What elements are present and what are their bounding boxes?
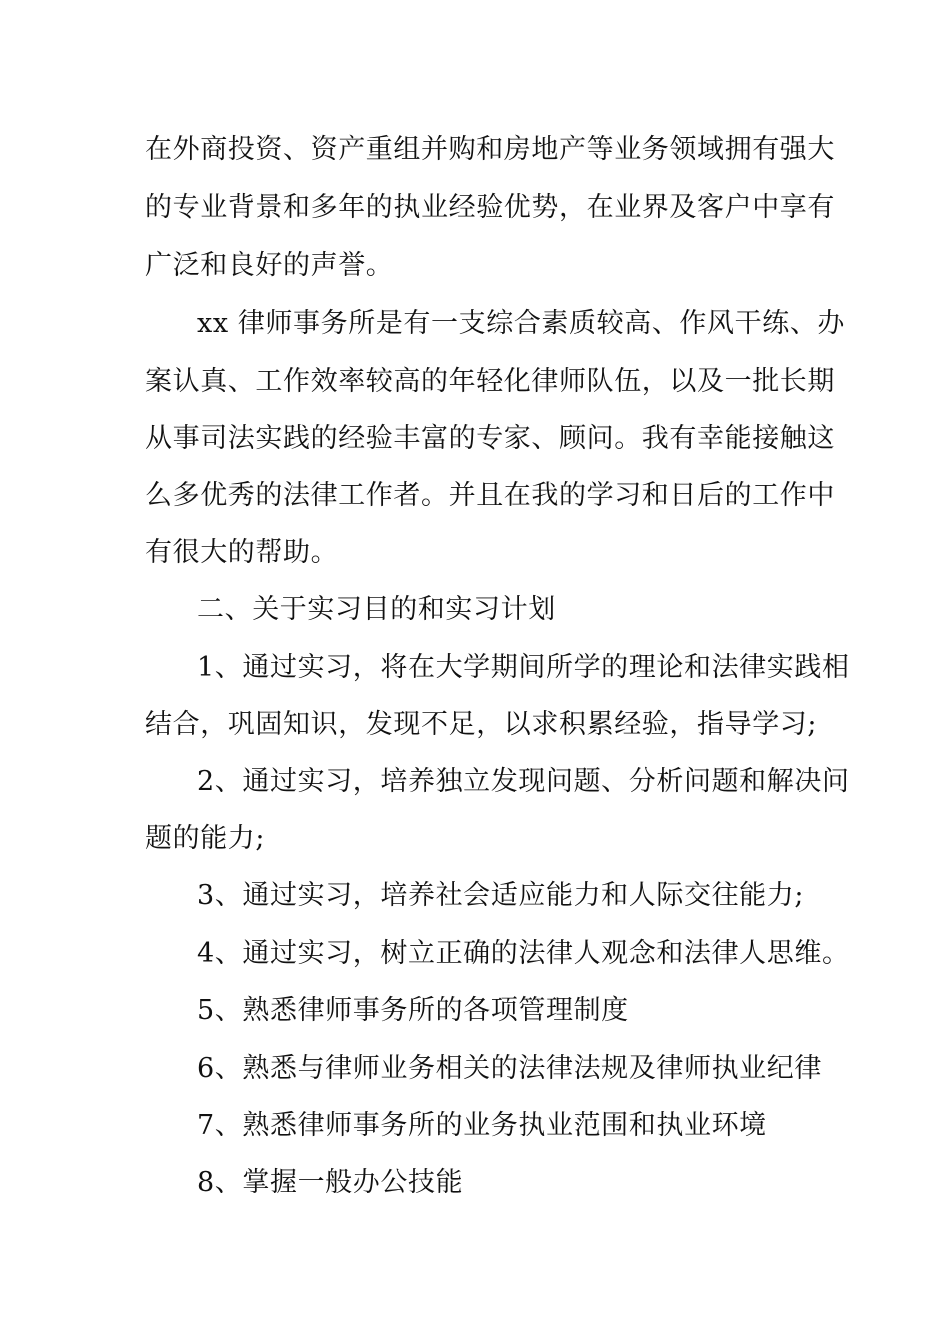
list-item-1-line: 结合，巩固知识，发现不足，以求积累经验，指导学习; — [145, 709, 818, 740]
list-item-1-line: 1、通过实习，将在大学期间所学的理论和法律实践相 — [197, 652, 850, 683]
list-item-5: 5、熟悉律师事务所的各项管理制度 — [197, 995, 629, 1026]
paragraph-1-line: 在外商投资、资产重组并购和房地产等业务领域拥有强大 — [145, 134, 835, 165]
list-item-2-line: 2、通过实习，培养独立发现问题、分析问题和解决问 — [197, 766, 850, 797]
paragraph-2-line: 从事司法实践的经验丰富的专家、顾问。我有幸能接触这 — [145, 423, 835, 454]
paragraph-2-line: xx 律师事务所是有一支综合素质较高、作风干练、办 — [197, 308, 846, 339]
list-item-8: 8、掌握一般办公技能 — [197, 1167, 464, 1198]
list-item-2-line: 题的能力; — [145, 823, 266, 854]
section-heading: 二、关于实习目的和实习计划 — [197, 594, 556, 625]
paragraph-1-line: 广泛和良好的声誉。 — [145, 250, 394, 281]
list-item-4: 4、通过实习，树立正确的法律人观念和法律人思维。 — [197, 938, 850, 969]
list-item-6: 6、熟悉与律师业务相关的法律法规及律师执业纪律 — [197, 1053, 822, 1084]
list-item-7: 7、熟悉律师事务所的业务执业范围和执业环境 — [197, 1110, 767, 1141]
paragraph-2-line: 么多优秀的法律工作者。并且在我的学习和日后的工作中 — [145, 480, 835, 511]
paragraph-1-line: 的专业背景和多年的执业经验优势，在业界及客户中享有 — [145, 192, 835, 223]
list-item-3: 3、通过实习，培养社会适应能力和人际交往能力; — [197, 880, 805, 911]
paragraph-2-line: 有很大的帮助。 — [145, 537, 339, 568]
paragraph-2-line: 案认真、工作效率较高的年轻化律师队伍，以及一批长期 — [145, 366, 835, 397]
